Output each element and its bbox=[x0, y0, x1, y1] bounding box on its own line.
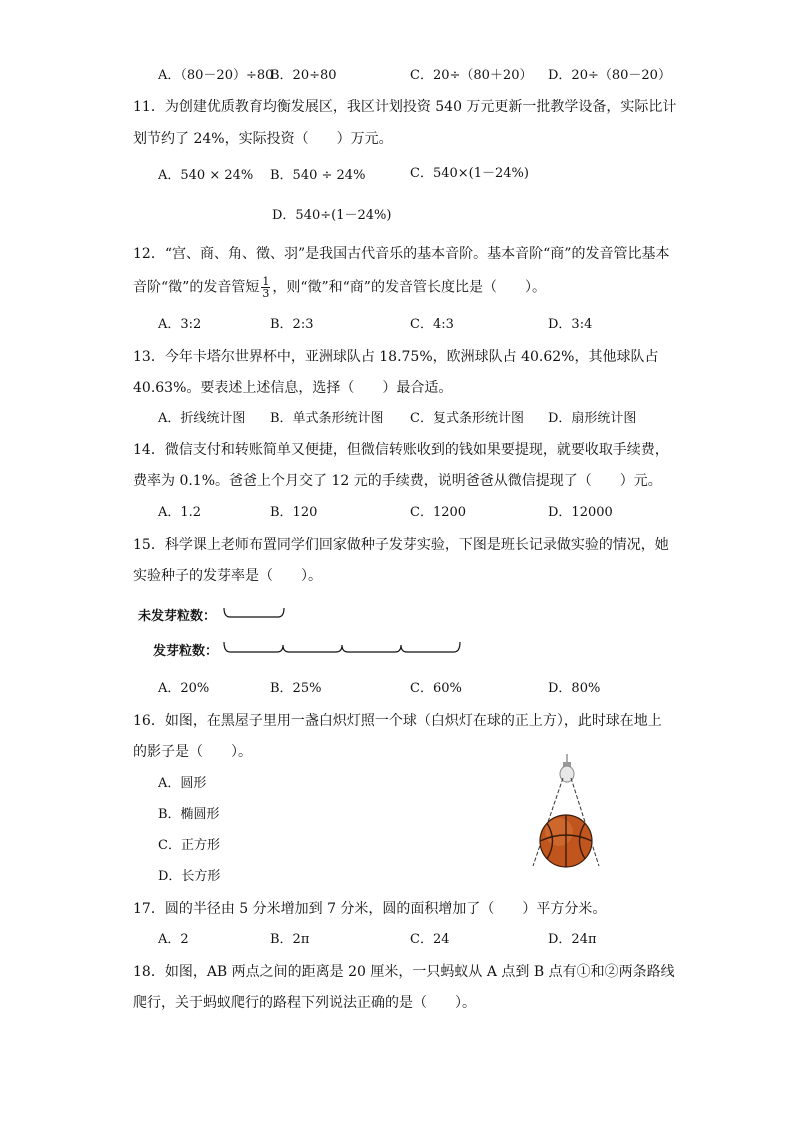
q15-option-d: D．80% bbox=[548, 681, 601, 696]
q12-option-b: B．2:3 bbox=[270, 317, 314, 332]
q10-option-a: A．（80－20）÷80 bbox=[158, 68, 274, 83]
fraction-numerator: 1 bbox=[262, 275, 270, 288]
q15-stem-line1: 15．科学课上老师布置同学们回家做种子发芽实验，下图是班长记录做实验的情况，她 bbox=[133, 537, 669, 553]
q14-option-b: B．120 bbox=[270, 505, 318, 520]
q11-option-d: D．540÷(1－24%) bbox=[272, 208, 392, 223]
q11-option-a: A．540 × 24% bbox=[158, 168, 254, 183]
q14-option-d: D．12000 bbox=[548, 505, 613, 520]
q12-stem-line1: 12．“宫、商、角、徵、羽”是我国古代音乐的基本音阶。基本音阶“商”的发音管比基本 bbox=[133, 246, 670, 262]
q10-option-c: C．20÷（80＋20） bbox=[410, 68, 533, 83]
q11-option-b: B．540 ÷ 24% bbox=[270, 168, 366, 183]
light-bulb-icon bbox=[560, 762, 574, 782]
q16-option-a: A．圆形 bbox=[158, 776, 207, 791]
sprouted-bracket bbox=[222, 640, 464, 658]
q18-stem-line1: 18．如图，AB 两点之间的距离是 20 厘米，一只蚂蚁从 A 点到 B 点有①和②两条路线 bbox=[133, 964, 675, 980]
q16-option-c: C．正方形 bbox=[158, 838, 220, 853]
q12-option-c: C．4:3 bbox=[410, 317, 454, 332]
q18-stem-line2: 爬行，关于蚂蚁爬行的路程下列说法正确的是（ ）。 bbox=[133, 995, 476, 1011]
q17-stem-line1: 17．圆的半径由 5 分米增加到 7 分米，圆的面积增加了（ ）平方分米。 bbox=[133, 901, 607, 917]
q15-option-a: A．20% bbox=[158, 681, 210, 696]
one-third-fraction bbox=[261, 276, 270, 299]
q12-stem-line2 bbox=[133, 276, 546, 299]
q12-stem-text-b: ，则“徵”和“商”的发音管长度比是（ ）。 bbox=[272, 279, 546, 296]
q17-option-c: C．24 bbox=[410, 932, 450, 947]
q16-stem-line2: 的影子是（ ）。 bbox=[133, 744, 252, 760]
q13-option-d: D．扇形统计图 bbox=[548, 411, 637, 426]
not-sprouted-bracket bbox=[222, 606, 286, 622]
q11-option-c: C．540×(1－24%) bbox=[410, 166, 529, 181]
q13-option-b: B．单式条形统计图 bbox=[270, 411, 384, 426]
q16-option-b: B．椭圆形 bbox=[158, 807, 220, 822]
q12-option-a: A．3:2 bbox=[158, 317, 202, 332]
q17-option-a: A．2 bbox=[158, 932, 189, 947]
lamp-ball-illustration bbox=[525, 752, 610, 874]
q15-stem-line2: 实验种子的发芽率是（ ）。 bbox=[133, 568, 322, 584]
q12-option-d: D．3:4 bbox=[548, 317, 593, 332]
q17-option-b: B．2π bbox=[270, 932, 310, 947]
q10-option-d: D．20÷（80－20） bbox=[548, 68, 671, 83]
q13-option-c: C．复式条形统计图 bbox=[410, 411, 524, 426]
q16-option-d: D．长方形 bbox=[158, 869, 221, 884]
q12-stem-text-a: 音阶“徵”的发音管短 bbox=[133, 279, 260, 296]
q13-option-a: A．折线统计图 bbox=[158, 411, 246, 426]
q10-option-b: B．20÷80 bbox=[270, 68, 337, 83]
q13-stem-line2: 40.63%。要表述上述信息，选择（ ）最合适。 bbox=[133, 380, 453, 396]
q17-option-d: D．24π bbox=[548, 932, 597, 947]
basketball-icon bbox=[540, 815, 592, 867]
not-sprouted-label: 未发芽粒数： bbox=[138, 609, 217, 624]
q11-stem-line2: 划节约了 24%，实际投资（ ）万元。 bbox=[133, 131, 393, 147]
q14-option-a: A．1.2 bbox=[158, 505, 202, 520]
q14-stem-line1: 14．微信支付和转账简单又便捷，但微信转账收到的钱如果要提现，就要收取手续费， bbox=[133, 442, 669, 458]
q15-option-b: B．25% bbox=[270, 681, 322, 696]
q13-stem-line1: 13．今年卡塔尔世界杯中，亚洲球队占 18.75%，欧洲球队占 40.62%，其他球队占 bbox=[133, 349, 659, 365]
q15-option-c: C．60% bbox=[410, 681, 462, 696]
q14-option-c: C．1200 bbox=[410, 505, 467, 520]
sprouted-label: 发芽粒数： bbox=[153, 644, 219, 659]
q16-stem-line1: 16．如图，在黑屋子里用一盏白炽灯照一个球（白炽灯在球的正上方），此时球在地上 bbox=[133, 713, 662, 729]
fraction-denominator: 3 bbox=[262, 287, 270, 300]
q14-stem-line2: 费率为 0.1%。爸爸上个月交了 12 元的手续费，说明爸爸从微信提现了（ ）元。 bbox=[133, 473, 662, 489]
q11-stem-line1: 11．为创建优质教育均衡发展区，我区计划投资 540 万元更新一批教学设备，实际比计 bbox=[133, 99, 677, 115]
